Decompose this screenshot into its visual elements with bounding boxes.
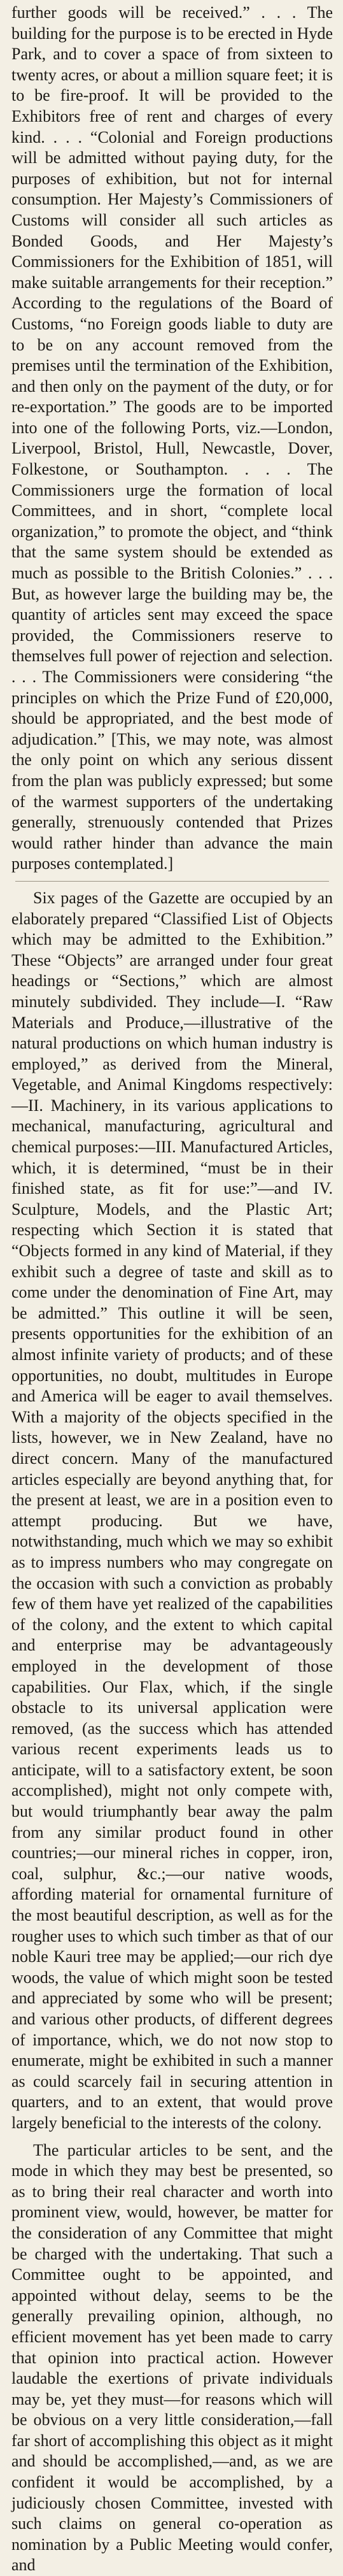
article-paragraph-3: The particular articles to be sent, and the mode in which they may best be presented, so as to bring their real character and worth into prominent view, would, however, be matter for the consideration of any Committee that might be charged with the undertaking. That such a Committee ought to be appointed, and appointed without delay, seems to be the generally prevailing opinion, although, no efficient movement has yet been made to carry that opinion into practical action. However laudable the exertions of private individuals may be, yet they must—for reasons which will be obvious on a very little consideration,—fall far short of accomplishing this object as it might and should be accomplished,—and, as we are confident it would be accomplished, by a judiciously chosen Committee, invested with such claims on general co-operation as nomination by a Public Meeting would confer, and [11,2140,333,2575]
paragraph-divider [15,881,329,882]
article-paragraph-2: Six pages of the Gazette are occupied by an elaborately prepared “Classified List of Objects which may be admitted to the Exhibition.” These “Objects” are arranged under four great headings or “Sections,” which are almost minutely subdivided. They include—I. “Raw Materials and Produce,—illustrative of the natural productions on which human industry is employed,” as derived from the Mineral, Vegetable, and Animal Kingdoms respectively:—II. Machinery, in its various applications to mechanical, manufacturing, agricultural and chemical purposes:—III. Manufactured Articles, which, it is determined, “must be in their finished state, as fit for use:”—and IV. Sculpture, Models, and the Plastic Art; respecting which Section it is stated that “Objects formed in any kind of Material, if they exhibit such a degree of taste and skill as to come under the denomination of Fine Art, may be admitted.” This outline it will be seen, presents opportunities for the exhibition of an almost infinite variety of products; and of these opportunities, no doubt, multitudes in Europe and America will be eager to avail themselves. With a majority of the objects specified in the lists, however, we in New Zealand, have no direct concern. Many of the manufactured articles especially are beyond anything that, for the present at least, we are in a position even to attempt producing. But we have, notwithstanding, much which we may so exhibit as to impress numbers who may congregate on the occasion with such a conviction as probably few of them have yet realized of the capabilities of the colony, and the extent to which capital and enterprise may be advantageously employed in the development of those capabilities. Our Flax, which, if the single obstacle to its universal application were removed, (as the success which has attended various recent experiments leads us to anticipate, will to a satisfactory extent, be soon accomplished), might not only compete with, but would triumphantly bear away the palm from any similar product found in other countries;—our mineral riches in copper, iron, coal, sulphur, &c.;—our native woods, affording material for ornamental furniture of the most beautiful description, as well as for the rougher uses to which such timber as that of our noble Kauri tree may be applied;—our rich dye woods, the value of which might soon be tested and appreciated by some who will be present; and various other products, of different degrees of importance, which, we do not now stop to enumerate, might be exhibited in such a manner as could scarcely fail in securing attention in quarters, and to an extent, that would prove largely beneficial to the interests of the colony. [11,888,333,2132]
article-paragraph-1: further goods will be received.” . . . The building for the purpose is to be erected in Hyde Park, and to cover a space of from sixteen to twenty acres, or about a million square feet; it is to be fire-proof. It will be provided to the Exhibitors free of rent and charges of every kind. . . . “Colonial and Foreign productions will be admitted without paying duty, for the purposes of exhibition, but not for internal consumption. Her Majesty’s Commissioners of Customs will consider all such articles as Bonded Goods, and Her Majesty’s Commissioners for the Exhibition of 1851, will make suitable arrangements for their reception.” According to the regulations of the Board of Customs, “no Foreign goods liable to duty are to be on any account removed from the premises until the termination of the Exhibition, and then only on the payment of the duty, or for re-exportation.” The goods are to be imported into one of the following Ports, viz.—London, Liverpool, Bristol, Hull, Newcastle, Dover, Folkestone, or Southampton. . . . The Commissioners urge the formation of local Committees, and in short, “complete local organization,” to promote the object, and “think that the same system should be extended as much as possible to the British Colonies.” . . . But, as however large the building may be, the quantity of articles sent may exceed the space provided, the Commissioners reserve to themselves full power of rejection and selection. . . . The Commissioners were considering “the principles on which the Prize Fund of £20,000, should be appropriated, and the best mode of adjudication.” [This, we may note, was almost the only point on which any serious dissent from the plan was publicly expressed; but some of the warmest supporters of the undertaking generally, strenuously contended that Prizes would rather hinder than advance the main purposes contemplated.] [11,3,333,873]
